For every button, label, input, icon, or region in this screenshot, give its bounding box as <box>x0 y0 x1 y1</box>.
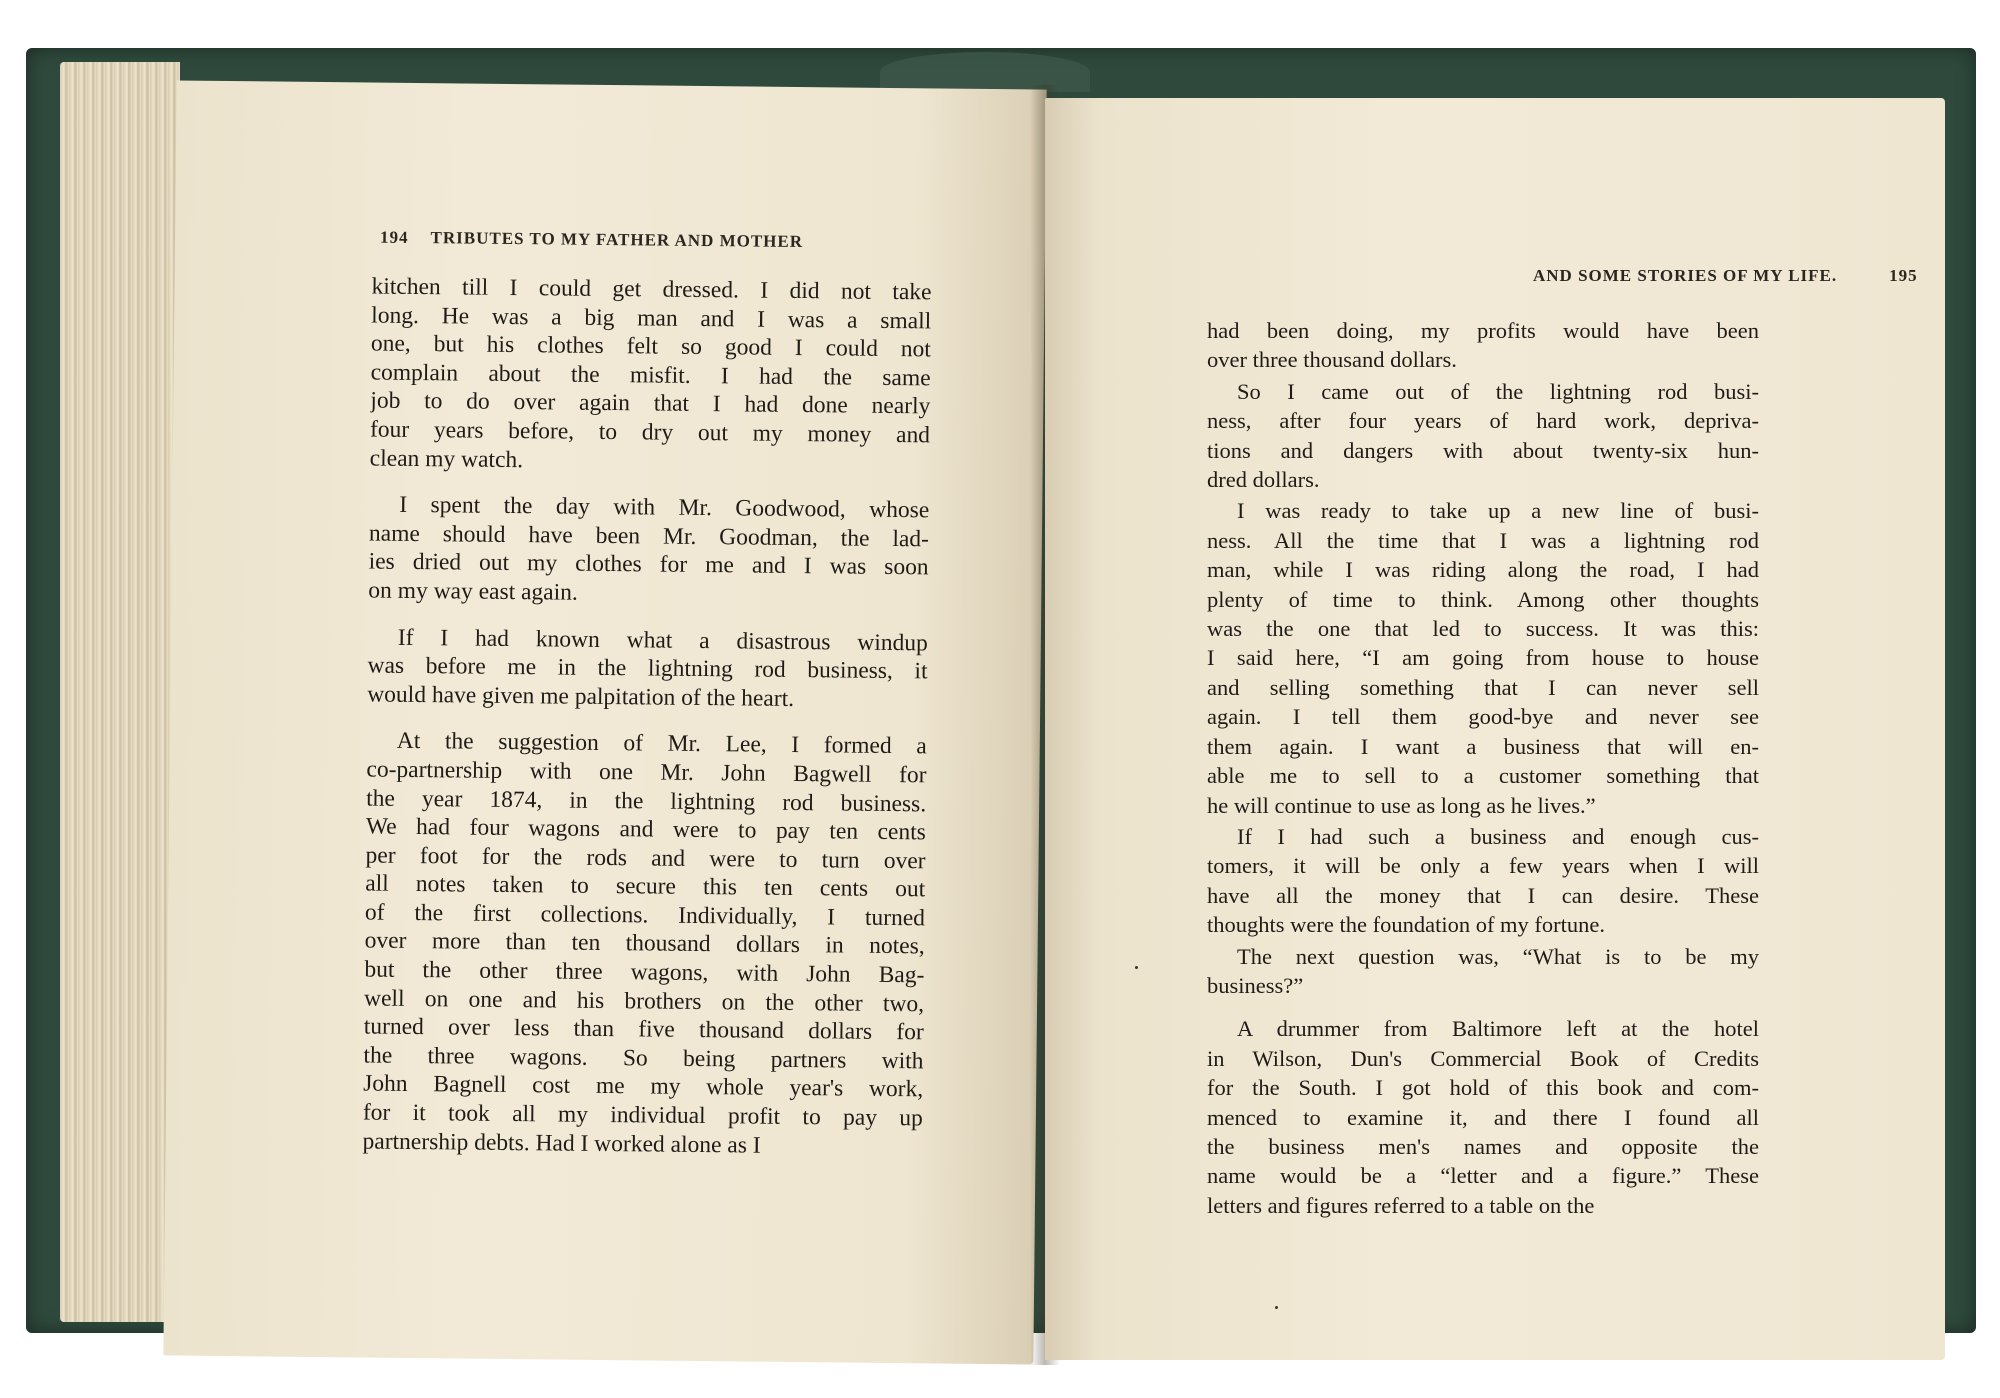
text-line: over more than ten thousand dollars in notes, <box>364 927 925 960</box>
text-line: turned over less than five thousand dollars for <box>363 1013 924 1046</box>
text-line: the three wagons. So being partners with <box>363 1042 924 1075</box>
text-line: in Wilson, Dun's Commercial Book of Credits <box>1207 1045 1759 1071</box>
text-line: co-partnership with one Mr. John Bagwell for <box>366 756 927 789</box>
text-line: The next question was, “What is to be my <box>1237 943 1759 969</box>
text-line: long. He was a big man and I was a small <box>371 302 932 334</box>
paragraph <box>370 273 932 479</box>
text-line: man, while I was riding along the road, I had <box>1207 557 1759 583</box>
paragraph <box>362 727 926 1162</box>
text-line: complain about the misfit. I had the same <box>370 359 931 392</box>
text-line: would have given me palpitation of the heart. <box>367 681 795 712</box>
text-line: one, but his clothes felt so good I could not <box>370 330 932 363</box>
text-line: tomers, it will be only a few years when I will <box>1207 853 1759 879</box>
text-line: on my way east again. <box>368 577 578 606</box>
page-edges <box>60 62 180 1322</box>
right-running-header <box>1533 266 1918 286</box>
text-line: was before me in the lightning rod business, it <box>367 652 928 685</box>
text-line: four years before, to dry out my money and <box>369 416 931 449</box>
right-page-body <box>1207 316 1759 1222</box>
paper-speck <box>1135 966 1138 969</box>
text-line: them again. I want a business that will en- <box>1207 733 1759 759</box>
text-line: menced to examine it, and there I found all <box>1207 1104 1759 1130</box>
text-line: of the first collections. Individually, I turned <box>364 899 926 932</box>
text-line: letters and figures referred to a table on the <box>1207 1192 1595 1218</box>
text-line: kitchen till I could get dressed. I did not take <box>371 273 932 306</box>
paragraph <box>1207 316 1759 375</box>
left-page <box>163 80 1046 1364</box>
right-page-number: 195 <box>1889 266 1918 285</box>
text-line: he will continue to use as long as he lives.” <box>1207 792 1596 818</box>
left-page-number: 194 <box>379 227 409 247</box>
text-line: name should have been Mr. Goodman, the lad- <box>368 520 930 553</box>
text-line: clean my watch. <box>369 445 524 473</box>
text-line: partnership debts. Had I worked alone as I <box>362 1128 761 1159</box>
text-line: job to do over again that I had done nearly <box>370 387 931 420</box>
paragraph <box>368 491 929 611</box>
text-line: So I came out of the lightning rod busi- <box>1237 378 1759 404</box>
text-line: At the suggestion of Mr. Lee, I formed a <box>396 728 927 760</box>
text-line: well on one and his brothers on the other two, <box>363 985 925 1018</box>
text-line: ness, after four years of hard work, depriva- <box>1207 408 1759 434</box>
paragraph <box>367 623 928 715</box>
paragraph <box>1207 822 1759 940</box>
paragraph <box>1207 1014 1759 1220</box>
text-line: was the one that led to success. It was this: <box>1207 616 1759 642</box>
paragraph <box>1207 377 1759 495</box>
left-running-header <box>380 228 803 252</box>
text-line: tions and dangers with about twenty-six hun- <box>1207 437 1759 463</box>
text-line: I said here, “I am going from house to house <box>1207 645 1759 671</box>
paper-speck <box>1275 1306 1278 1309</box>
paragraph <box>1207 942 1759 1001</box>
text-line: I spent the day with Mr. Goodwood, whose <box>399 491 930 524</box>
text-line: plenty of time to think. Among other thoughts <box>1207 586 1759 612</box>
text-line: If I had such a business and enough cus- <box>1237 823 1759 849</box>
text-line: John Bagnell cost me my whole year's work, <box>363 1070 924 1103</box>
paragraph <box>1207 496 1759 819</box>
left-page-body <box>362 273 931 1180</box>
text-line: have all the money that I can desire. These <box>1207 882 1759 908</box>
text-line: I was ready to take up a new line of busi- <box>1237 498 1759 524</box>
text-line: again. I tell them good-bye and never see <box>1207 704 1759 730</box>
text-line: thoughts were the foundation of my fortune. <box>1207 912 1606 938</box>
text-line: business?” <box>1207 972 1304 998</box>
text-line: ness. All the time that I was a lightning rod <box>1207 527 1759 553</box>
text-line: ies dried out my clothes for me and I was soon <box>368 548 929 581</box>
text-line: able me to sell to a customer something that <box>1207 763 1759 789</box>
text-line: We had four wagons and were to pay ten cents <box>365 813 927 846</box>
text-line: name would be a “letter and a figure.” These <box>1207 1163 1759 1189</box>
text-line: and selling something that I can never sell <box>1207 674 1759 700</box>
text-line: dred dollars. <box>1207 467 1320 493</box>
text-line: for the South. I got hold of this book and com- <box>1207 1075 1759 1101</box>
text-line: If I had known what a disastrous windup <box>397 624 928 656</box>
right-header-title: AND SOME STORIES OF MY LIFE. <box>1533 266 1838 285</box>
text-line: per foot for the rods and were to turn over <box>365 842 926 875</box>
text-line: for it took all my individual profit to pay up <box>362 1099 924 1132</box>
text-line: but the other three wagons, with John Bag- <box>364 956 925 989</box>
text-line: A drummer from Baltimore left at the hotel <box>1237 1016 1759 1042</box>
text-line: the year 1874, in the lightning rod business. <box>366 785 927 817</box>
text-line: all notes taken to secure this ten cents out <box>365 870 926 903</box>
text-line: the business men's names and opposite the <box>1207 1133 1759 1159</box>
left-header-title: TRIBUTES TO MY FATHER AND MOTHER <box>430 228 804 252</box>
right-page <box>1045 98 1945 1360</box>
text-line: had been doing, my profits would have been <box>1207 318 1759 343</box>
text-line: over three thousand dollars. <box>1207 347 1457 373</box>
